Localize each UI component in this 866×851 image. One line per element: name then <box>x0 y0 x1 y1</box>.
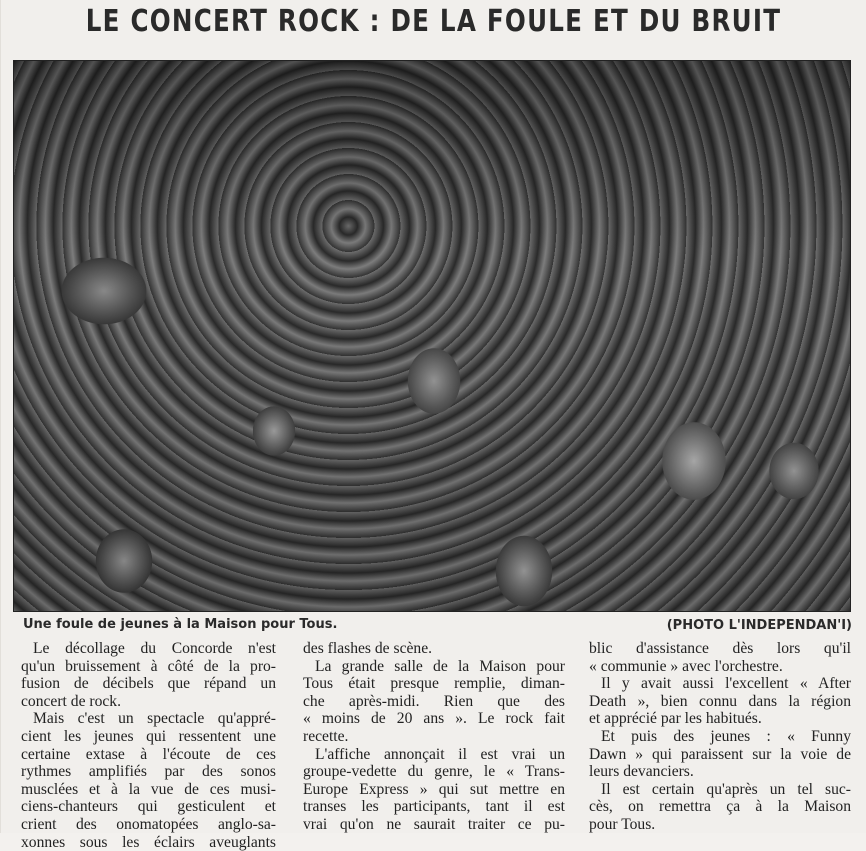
text-line: « communie » avec l'orchestre. <box>589 657 783 675</box>
text-line: qu'un bruissement à côté de la pro- <box>21 657 276 675</box>
text-line: groupe-vedette du genre, le « Trans- <box>303 763 565 781</box>
text-line: Le décollage du Concorde n'est <box>33 640 276 657</box>
text-line: che après-midi. Rien que des <box>303 692 565 710</box>
photo-caption: Une foule de jeunes à la Maison pour Tous. <box>23 617 338 632</box>
text-line: « moins de 20 ans ». Le rock fait <box>303 710 565 728</box>
text-line: L'affiche annonçait il est vrai un <box>315 745 565 763</box>
text-line: blic d'assistance dès lors qu'il <box>589 640 851 657</box>
text-line: rythmes amplifiés par des sonos <box>21 763 276 781</box>
photo-credit: (PHOTO L'INDEPENDAN'I) <box>666 618 852 633</box>
crowd-photo <box>13 60 851 612</box>
text-line: Dawn » qui paraissent sur la voie de <box>589 745 851 763</box>
text-line: xonnes sous les éclairs aveuglants <box>21 833 276 851</box>
text-line: cès, on remettra ça à la Maison <box>589 798 851 816</box>
article-column-1 <box>21 640 276 851</box>
text-line: pour Tous. <box>589 815 656 833</box>
text-line: crient des onomatopées anglo-sa- <box>21 815 276 833</box>
text-line: cient les jeunes qui ressentent une <box>21 727 276 745</box>
text-line: vrai qu'on ne saurait traiter ce pu- <box>303 815 565 833</box>
text-line: Death », bien connu dans la région <box>589 692 851 710</box>
text-line: transes les participants, tant il est <box>303 798 565 816</box>
text-line: leurs devanciers. <box>589 763 694 781</box>
text-line: et apprécié par les habitués. <box>589 710 762 728</box>
text-line: fusion de décibels que répand un <box>21 675 276 693</box>
text-line: ciens-chanteurs qui gesticulent et <box>21 798 276 816</box>
text-line: Il y avait aussi l'excellent « After <box>601 675 851 693</box>
text-line: Europe Express » qui sut mettre en <box>303 780 565 798</box>
text-line: recette. <box>303 727 349 745</box>
text-line: La grande salle de la Maison pour <box>315 657 565 675</box>
text-line: musclées et à la vue de ces musi- <box>21 780 276 798</box>
article-column-3 <box>589 640 851 833</box>
text-line: Il est certain qu'après un tel suc- <box>601 780 851 798</box>
headline: LE CONCERT ROCK : DE LA FOULE ET DU BRUIT <box>85 4 782 39</box>
text-line: des flashes de scène. <box>303 640 433 657</box>
text-line: Mais c'est un spectacle qu'appré- <box>33 710 276 728</box>
text-line: concert de rock. <box>21 692 122 710</box>
text-line: Tous était presque remplie, diman- <box>303 675 565 693</box>
text-line: Et puis des jeunes : « Funny <box>601 727 851 745</box>
article-column-2 <box>303 640 565 833</box>
text-line: certaine extase à l'écoute de ces <box>21 745 276 763</box>
